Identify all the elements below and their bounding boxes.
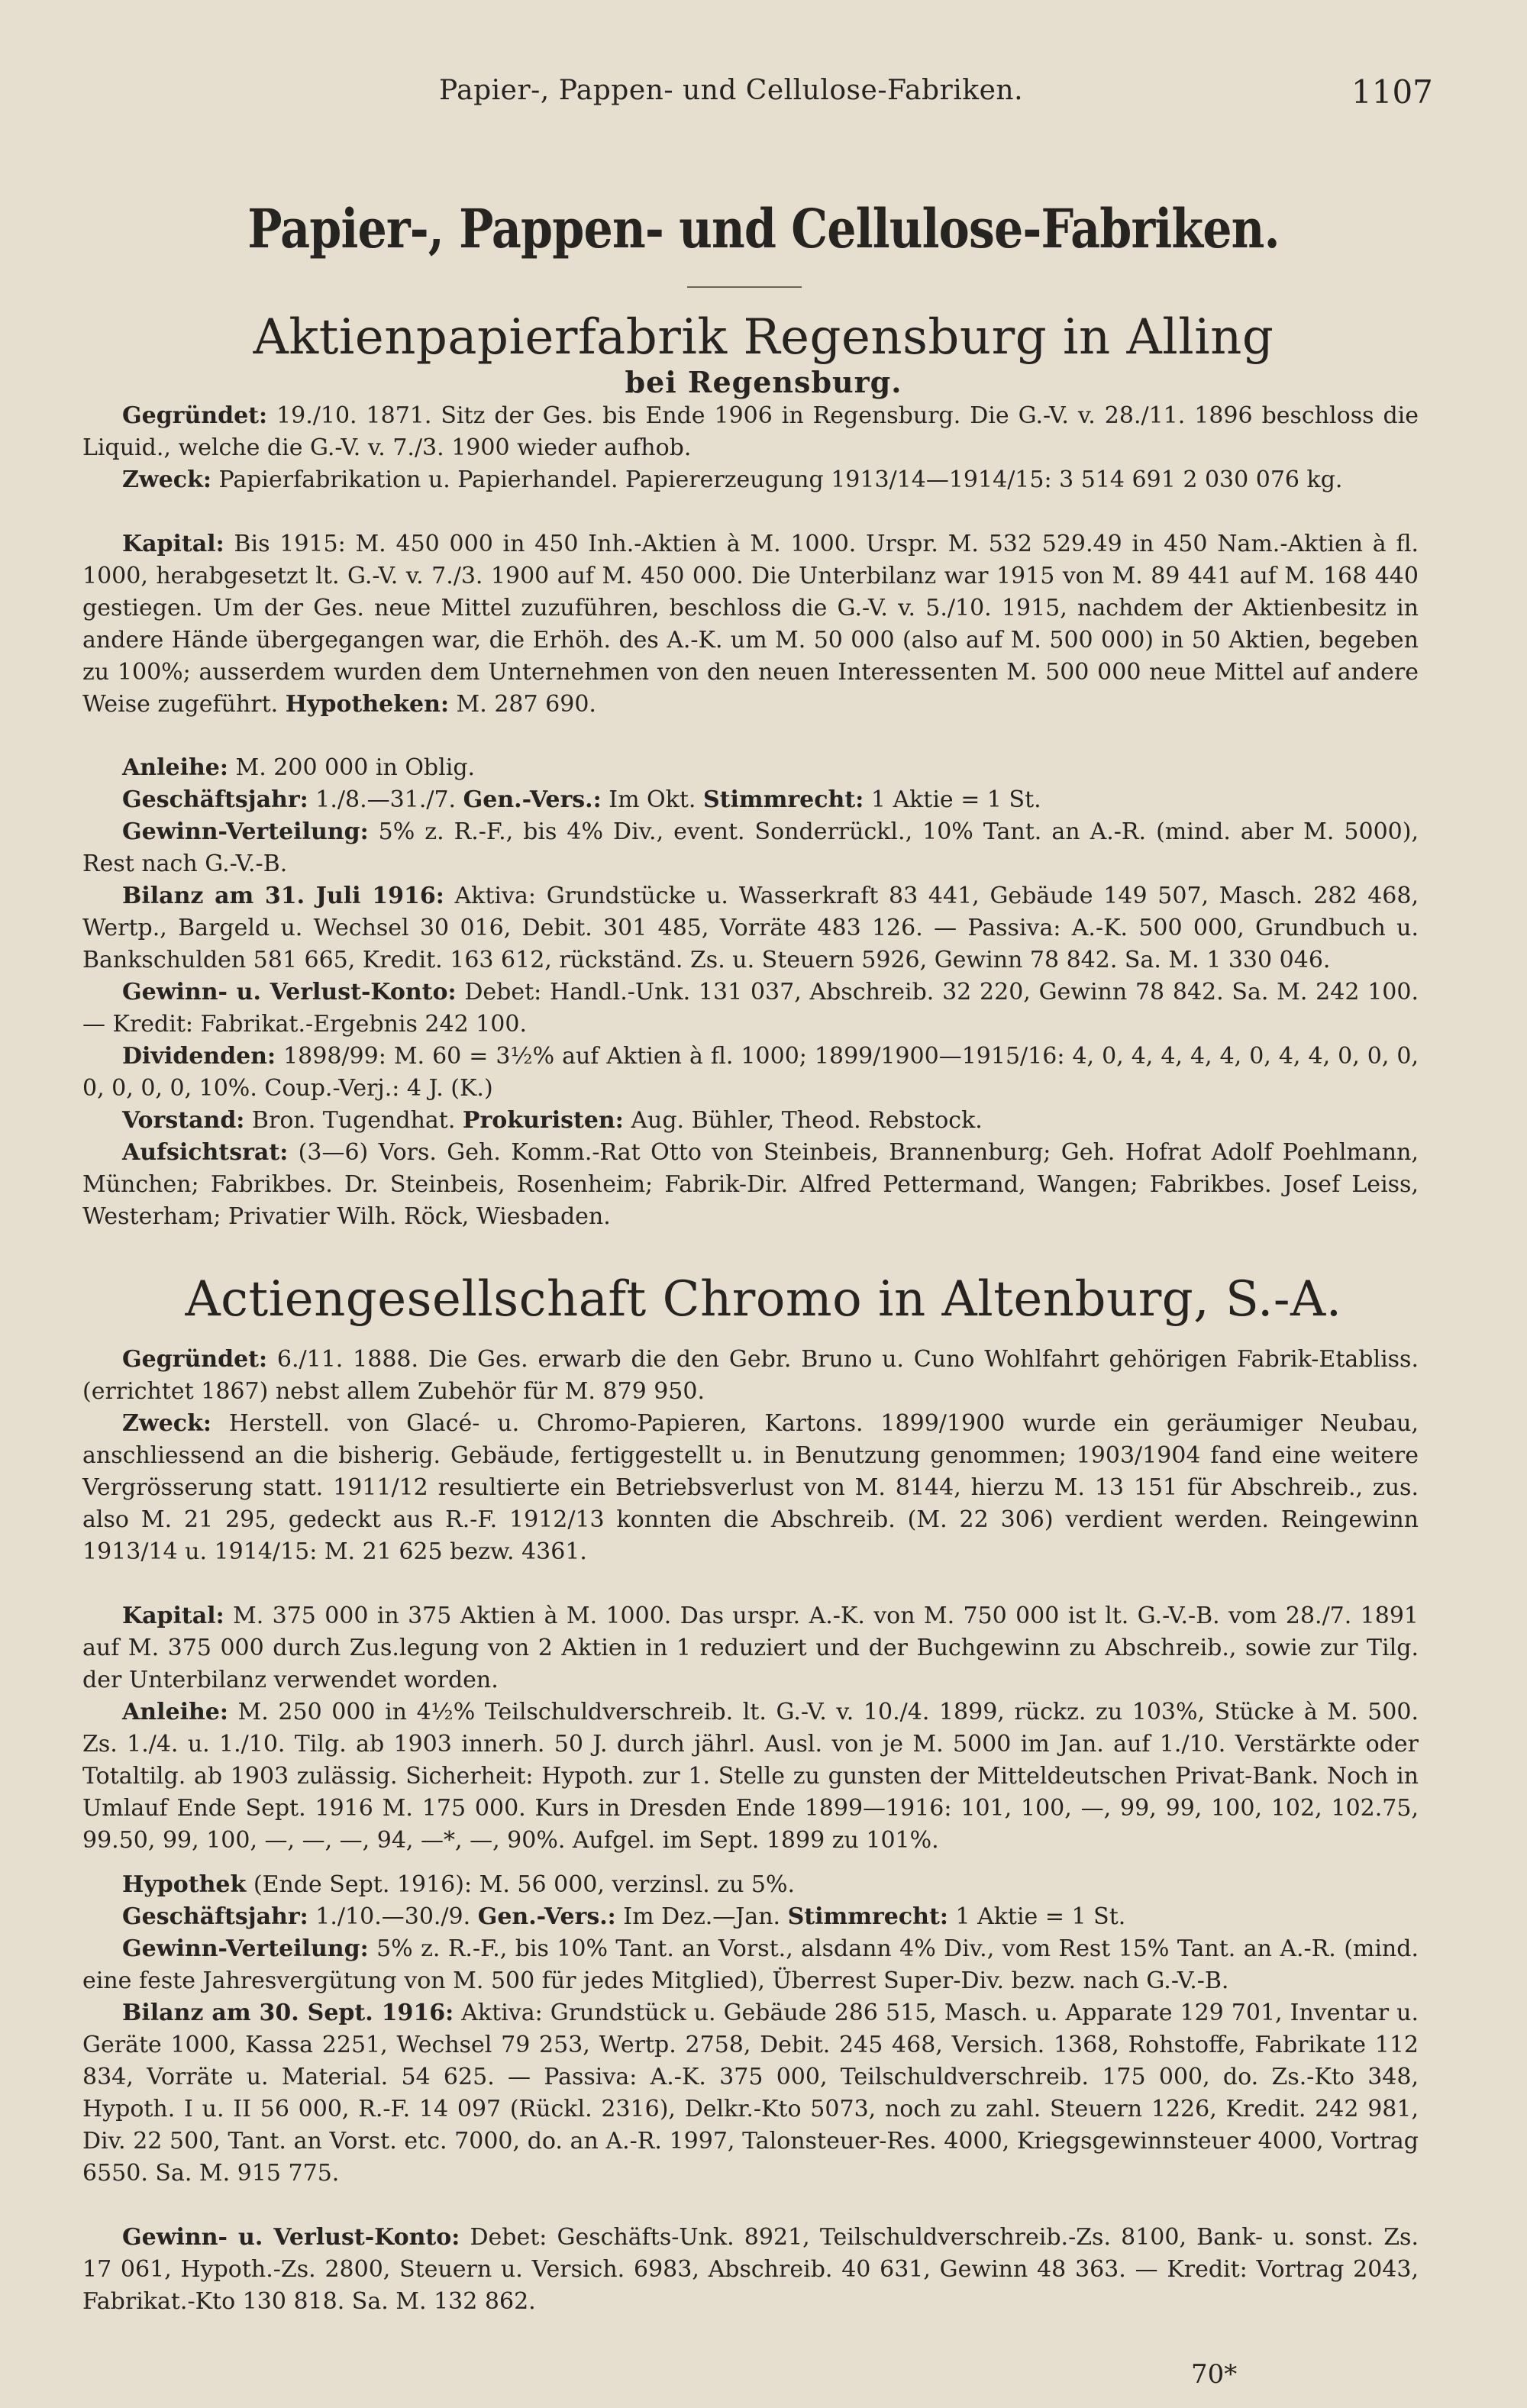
text2-bilanz: Aktiva: Grundstück u. Gebäude 286 515, Masch. u. Apparate 129 701, Inventar u. Geräte 1000, Kassa 2251, Wechsel 79 253, Wertp. 2758, Debit. 245 468, Versich. 1368, Rohstoffe, Fabrikate 112 834, Vorräte u. Material. 54 625. — Passiva: A.-K. 375 000, Teilschuldverschreib. 175 000, do. Zs.-Kto 348, Hypoth. I u. II 56 000, R.-F. 14 097 (Rückl. 2316), Delkr.-Kto 5073, noch zu zahl. Steuern 1226, Kredit. 242 981, Div. 22 500, Tant. an Vorst. etc. 7000, do. an A.-R. 1997, Talonsteuer-Res. 4000, Kriegsgewinnsteuer 4000, Vortrag 6550. Sa. M. 915 775. xyxy=(82,2000,1419,2187)
entry-dividenden xyxy=(82,1041,1419,1105)
company-title-chromo: Actiengesellschaft Chromo in Altenburg, S.-A. xyxy=(185,1271,1342,1328)
text-zweck: Papierfabrikation u. Papierhandel. Papiererzeugung 1913/14—1914/15: 3 514 691 2 030 076 kg. xyxy=(211,466,1343,493)
company-subtitle-regensburg: bei Regensburg. xyxy=(625,365,902,399)
text2-gegruendet: 6./11. 1888. Die Ges. erwarb die den Gebr. Bruno u. Cuno Wohlfahrt gehörigen Fabrik-Etabliss. (errichtet 1867) nebst allem Zubehör für M. 879 950. xyxy=(82,1346,1419,1405)
label-hypotheken: Hypotheken: xyxy=(285,690,450,718)
entry-zweck xyxy=(82,464,1419,496)
text2-kapital: M. 375 000 in 375 Aktien à M. 1000. Das urspr. A.-K. von M. 750 000 ist lt. G.-V.-B. vom 28./7. 1891 auf M. 375 000 durch Zus.legung von 2 Aktien in 1 reduziert und der Buchgewinn zu Abschreib., sowie zur Tilg. der Unterbilanz verwendet worden. xyxy=(82,1603,1419,1693)
text2-stimmrecht: 1 Aktie = 1 St. xyxy=(948,1903,1126,1930)
text2-gen-vers: Im Dez.—Jan. xyxy=(615,1903,788,1930)
label-geschaeftsjahr: Geschäftsjahr: xyxy=(122,786,308,813)
entry2-gewinn-verlust xyxy=(82,2222,1419,2318)
entry2-kapital xyxy=(82,1600,1419,1696)
text-dividenden: 1898/99: M. 60 = 3½% auf Aktien à fl. 1000; 1899/1900—1915/16: 4, 0, 4, 4, 4, 4, 0, 4, 4, 0, 0, 0, 0, 0, 0, 0, 10%. Coup.-Verj.: 4 J. (K.) xyxy=(82,1043,1419,1102)
entry2-zweck xyxy=(82,1408,1419,1568)
label2-kapital: Kapital: xyxy=(122,1603,224,1629)
entry2-bilanz xyxy=(82,1997,1419,2189)
text2-geschaeftsjahr: 1./10.—30./9. xyxy=(308,1903,478,1930)
label2-geschaeftsjahr: Geschäftsjahr: xyxy=(122,1903,308,1930)
label-kapital: Kapital: xyxy=(122,531,224,557)
text-hypotheken: M. 287 690. xyxy=(449,690,596,718)
section-title: Papier-, Pappen- und Cellulose-Fabriken. xyxy=(247,197,1280,260)
text2-gewinn-verteilung: 5% z. R.-F., bis 10% Tant. an Vorst., alsdann 4% Div., vom Rest 15% Tant. an A.-R. (mind. eine feste Jahresvergütung von M. 500 für jedes Mitglied), Überrest Super-Div. bezw. nach G.-V.-B. xyxy=(82,1935,1419,1994)
label-aufsichtsrat: Aufsichtsrat: xyxy=(122,1139,289,1166)
signature-mark: 70* xyxy=(1191,2359,1238,2390)
label-gegruendet: Gegründet: xyxy=(122,402,268,429)
entry-gegruendet xyxy=(82,400,1419,464)
label-zweck: Zweck: xyxy=(122,466,211,493)
label-anleihe: Anleihe: xyxy=(122,754,228,781)
text2-gewinn-verlust: Debet: Geschäfts-Unk. 8921, Teilschuldverschreib.-Zs. 8100, Bank- u. sonst. Zs. 17 061, Hypoth.-Zs. 2800, Steuern u. Versich. 6983, Abschreib. 40 631, Gewinn 48 363. — Kredit: Vortrag 2043, Fabrikat.-Kto 130 818. Sa. M. 132 862. xyxy=(82,2224,1419,2315)
label-gen-vers: Gen.-Vers.: xyxy=(463,786,602,813)
text-gewinn-verlust: Debet: Handl.-Unk. 131 037, Abschreib. 32 220, Gewinn 78 842. Sa. M. 242 100. — Kredit: Fabrikat.-Ergebnis 242 100. xyxy=(82,979,1419,1038)
label-prokuristen: Prokuristen: xyxy=(462,1107,624,1134)
entry-vorstand xyxy=(82,1105,1419,1137)
label-bilanz: Bilanz am 31. Juli 1916: xyxy=(122,883,444,909)
text2-zweck: Herstell. von Glacé- u. Chromo-Papieren, Kartons. 1899/1900 wurde ein geräumiger Neubau, anschliessend an die bisherig. Gebäude, fertiggestellt u. in Benutzung genommen; 1903/1904 fand eine weitere Vergrösserung statt. 1911/12 resultierte ein Betriebsverlust von M. 8144, hierzu M. 13 151 für Abschreib., zus. also M. 21 295, gedeckt aus R.-F. 1912/13 konnten die Abschreib. (M. 22 306) verdient werden. Reingewinn 1913/14 u. 1914/15: M. 21 625 bezw. 4361. xyxy=(82,1410,1419,1565)
label2-anleihe: Anleihe: xyxy=(122,1699,228,1725)
label-gewinn-verteilung: Gewinn-Verteilung: xyxy=(122,818,369,845)
label2-gewinn-verteilung: Gewinn-Verteilung: xyxy=(122,1935,369,1962)
text2-anleihe: M. 250 000 in 4½% Teilschuldverschreib. lt. G.-V. v. 10./4. 1899, rückz. zu 103%, Stücke à M. 500. Zs. 1./4. u. 1./10. Tilg. ab 1903 innerh. 50 J. durch jährl. Ausl. von je M. 5000 im Jan. auf 1./10. Verstärkte oder Totaltilg. ab 1903 zulässig. Sicherheit: Hypoth. zur 1. Stelle zu gunsten der Mitteldeutschen Privat-Bank. Noch in Umlauf Ende Sept. 1916 M. 175 000. Kurs in Dresden Ende 1899—1916: 101, 100, —, 99, 99, 100, 102, 102.75, 99.50, 99, 100, —, —, —, 94, —*, —, 90%. Aufgel. im Sept. 1899 zu 101%. xyxy=(82,1699,1419,1854)
text-gen-vers: Im Okt. xyxy=(601,786,703,813)
company-title-regensburg: Aktienpapierfabrik Regensburg in Alling xyxy=(253,309,1274,366)
label-stimmrecht: Stimmrecht: xyxy=(702,786,864,813)
label2-bilanz: Bilanz am 30. Sept. 1916: xyxy=(122,2000,454,2026)
text-prokuristen: Aug. Bühler, Theod. Rebstock. xyxy=(623,1107,983,1134)
text-vorstand: Bron. Tugendhat. xyxy=(244,1107,463,1134)
text-stimmrecht: 1 Aktie = 1 St. xyxy=(864,786,1041,813)
label2-gegruendet: Gegründet: xyxy=(122,1346,268,1373)
label2-gen-vers: Gen.-Vers.: xyxy=(477,1903,616,1930)
entry-anleihe xyxy=(82,752,1419,784)
entry2-gegruendet xyxy=(82,1344,1419,1408)
label2-stimmrecht: Stimmrecht: xyxy=(787,1903,948,1930)
label2-zweck: Zweck: xyxy=(122,1410,211,1437)
entry-bilanz xyxy=(82,880,1419,976)
entry-geschaeftsjahr xyxy=(82,784,1419,816)
text-gegruendet: 19./10. 1871. Sitz der Ges. bis Ende 1906 in Regensburg. Die G.-V. v. 28./11. 1896 beschloss die Liquid., welche die G.-V. v. 7./3. 1900 wieder aufhob. xyxy=(82,402,1419,461)
text-anleihe: M. 200 000 in Oblig. xyxy=(228,754,476,781)
label-vorstand: Vorstand: xyxy=(122,1107,245,1134)
text-aufsichtsrat: (3—6) Vors. Geh. Komm.-Rat Otto von Steinbeis, Brannenburg; Geh. Hofrat Adolf Poehlmann, München; Fabrikbes. Dr. Steinbeis, Rosenheim; Fabrik-Dir. Alfred Pettermand, Wangen; Fabrikbes. Josef Leiss, Westerham; Privatier Wilh. Röck, Wiesbaden. xyxy=(82,1139,1419,1230)
label-dividenden: Dividenden: xyxy=(122,1043,276,1070)
text-bilanz: Aktiva: Grundstücke u. Wasserkraft 83 441, Gebäude 149 507, Masch. 282 468, Wertp., Bargeld u. Wechsel 30 016, Debit. 301 485, Vorräte 483 126. — Passiva: A.-K. 500 000, Grundbuch u. Bankschulden 581 665, Kredit. 163 612, rückständ. Zs. u. Steuern 5926, Gewinn 78 842. Sa. M. 1 330 046. xyxy=(82,883,1419,973)
text-kapital: Bis 1915: M. 450 000 in 450 Inh.-Aktien à M. 1000. Urspr. M. 532 529.49 in 450 Nam.-Aktien à fl. 1000, herabgesetzt lt. G.-V. v. 7./3. 1900 auf M. 450 000. Die Unterbilanz war 1915 von M. 89 441 auf M. 168 440 gestiegen. Um der Ges. neue Mittel zuzuführen, beschloss die G.-V. v. 5./10. 1915, nachdem der Aktienbesitz in andere Hände übergegangen war, die Erhöh. des A.-K. um M. 50 000 (also auf M. 500 000) in 50 Aktien, begeben zu 100%; ausserdem wurden dem Unternehmen von den neuen Interessenten M. 500 000 neue Mittel auf andere Weise zugeführt. xyxy=(82,531,1419,718)
label2-gewinn-verlust: Gewinn- u. Verlust-Konto: xyxy=(122,2224,460,2251)
text-geschaeftsjahr: 1./8.—31./7. xyxy=(308,786,463,813)
entry2-anleihe xyxy=(82,1696,1419,1857)
title-divider xyxy=(687,286,802,288)
entry-gewinn-verlust xyxy=(82,976,1419,1041)
entry2-hypothek xyxy=(82,1869,1419,1901)
text-gewinn-verteilung: 5% z. R.-F., bis 4% Div., event. Sonderrückl., 10% Tant. an A.-R. (mind. aber M. 5000), Rest nach G.-V.-B. xyxy=(82,818,1419,877)
label-gewinn-verlust: Gewinn- u. Verlust-Konto: xyxy=(122,979,457,1005)
label2-hypothek: Hypothek xyxy=(122,1871,247,1898)
entry-gewinn-verteilung xyxy=(82,816,1419,880)
running-header: Papier-, Pappen- und Cellulose-Fabriken. xyxy=(439,75,1024,106)
entry2-gewinn-verteilung xyxy=(82,1933,1419,1997)
text2-hypothek: (Ende Sept. 1916): M. 56 000, verzinsl. zu 5%. xyxy=(246,1871,796,1898)
entry2-geschaeftsjahr xyxy=(82,1901,1419,1933)
entry-aufsichtsrat xyxy=(82,1137,1419,1233)
entry-kapital xyxy=(82,528,1419,720)
page-number: 1107 xyxy=(1351,73,1433,111)
